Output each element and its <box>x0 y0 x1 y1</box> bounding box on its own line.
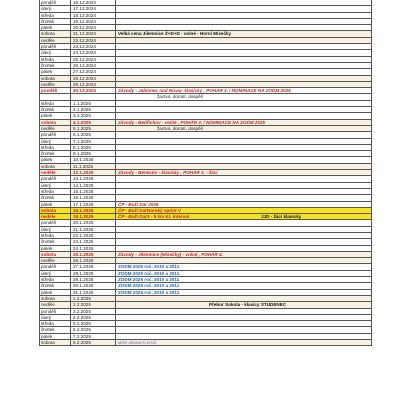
date-cell: 7.1.2025 <box>71 139 116 144</box>
event-cell <box>117 151 372 156</box>
event-cell: žactvo, dorost, dospělí <box>117 94 372 99</box>
date-cell: 3.1.2025 <box>71 113 116 118</box>
date-cell: 14.1.2025 <box>71 183 116 188</box>
date-cell: 4.1.2025 <box>71 120 116 125</box>
day-name-cell: sobota <box>39 252 71 257</box>
date-cell: 5.1.2025 <box>71 126 116 131</box>
date-cell: 3.2.2025 <box>71 309 116 314</box>
day-name-cell: středa <box>39 321 71 326</box>
date-cell: 28.1.2025 <box>71 271 116 276</box>
day-name-cell: neděle <box>39 38 71 43</box>
date-cell: 6.2.2025 <box>71 327 116 332</box>
date-cell: 24.12.2024 <box>71 50 116 55</box>
day-name-cell <box>39 94 71 99</box>
event-cell <box>117 25 372 30</box>
event-cell <box>117 258 372 263</box>
date-cell: 18.12.2024 <box>71 13 116 18</box>
day-name-cell: neděle <box>39 170 71 175</box>
date-cell: 30.12.2024 <box>71 88 116 93</box>
event-cell <box>117 189 372 194</box>
date-cell: 24.1.2025 <box>71 246 116 251</box>
event-cell <box>117 132 372 137</box>
day-name-cell: středa <box>39 13 71 18</box>
date-cell: 27.12.2024 <box>71 69 116 74</box>
event-cell: ZODM 2025 roč. 2010 a 2011 <box>117 264 372 269</box>
event-cell: žactvo, dorost, dospělí <box>117 126 372 131</box>
date-cell: 22.1.2025 <box>71 233 116 238</box>
date-cell: 30.1.2025 <box>71 283 116 288</box>
date-cell: 29.1.2025 <box>71 277 116 282</box>
event-cell: ZODM 2025 roč. 2010 a 2011 <box>117 277 372 282</box>
date-cell: 6.1.2025 <box>71 132 116 137</box>
event-cell: ZODM 2025 roč. 2010 a 2011 <box>117 290 372 295</box>
event-cell <box>117 239 372 244</box>
day-name-cell: sobota <box>39 120 71 125</box>
event-note: Přebor Sokola - klasicy STUDENEC <box>209 302 287 308</box>
event-cell <box>117 69 372 74</box>
event-cell: Závody - Jablonec nad Nisou- klasicky , POHÁR 1. / NOMINACE NA ZODM 2025 <box>117 88 372 93</box>
event-cell <box>117 76 372 81</box>
date-cell: 19.1.2025 <box>71 214 116 219</box>
day-name-cell: středa <box>39 145 71 150</box>
event-cell <box>117 227 372 232</box>
event-cell <box>117 57 372 62</box>
event-cell <box>117 334 372 339</box>
event-cell <box>117 107 372 112</box>
event-cell <box>117 19 372 24</box>
day-name-cell: středa <box>39 189 71 194</box>
date-cell: 23.12.2024 <box>71 44 116 49</box>
event-cell <box>117 246 372 251</box>
event-cell <box>117 220 372 225</box>
date-cell: 2.2.2025 <box>71 302 116 307</box>
day-name-cell: pátek <box>39 334 71 339</box>
date-cell: 12.1.2025 <box>71 170 116 175</box>
day-name-cell: čtvrtek <box>39 195 71 200</box>
day-name-cell: pondělí <box>39 0 71 5</box>
day-name-cell: čtvrtek <box>39 63 71 68</box>
day-name-cell: pátek <box>39 290 71 295</box>
event-cell <box>117 164 372 169</box>
day-name-cell: úterý <box>39 271 71 276</box>
day-name-cell: sobota <box>39 76 71 81</box>
day-name-cell: úterý <box>39 183 71 188</box>
day-name-cell: pondělí <box>39 309 71 314</box>
day-name-cell: čtvrtek <box>39 327 71 332</box>
calendar-sheet <box>39 0 372 346</box>
event-cell <box>117 321 372 326</box>
event-cell <box>117 195 372 200</box>
event-cell <box>117 327 372 332</box>
day-name-cell: sobota <box>39 164 71 169</box>
day-name-cell: neděle <box>39 82 71 87</box>
date-cell: 22.12.2024 <box>71 38 116 43</box>
date-cell: 26.12.2024 <box>71 63 116 68</box>
day-name-cell: sobota <box>39 208 71 213</box>
event-cell <box>117 82 372 87</box>
day-name-cell: neděle <box>39 302 71 307</box>
day-name-cell: úterý <box>39 227 71 232</box>
event-cell: ZODM 2025 roč. 2010 a 2011 <box>117 271 372 276</box>
event-cell <box>117 0 372 5</box>
day-name-cell: pátek <box>39 25 71 30</box>
day-name-cell: čtvrtek <box>39 19 71 24</box>
day-name-cell: úterý <box>39 6 71 11</box>
date-cell: 7.2.2025 <box>71 334 116 339</box>
event-cell: Závody - Jilemnice (Mísečky) - volné , POHÁR 4. <box>117 252 372 257</box>
day-name-cell: neděle <box>39 126 71 131</box>
date-cell: 17.1.2025 <box>71 202 116 207</box>
day-name-cell: sobota <box>39 31 71 36</box>
date-cell: 20.1.2025 <box>71 220 116 225</box>
date-cell: 5.2.2025 <box>71 321 116 326</box>
event-cell <box>117 63 372 68</box>
event-cell <box>117 157 372 162</box>
date-cell: 21.12.2024 <box>71 31 116 36</box>
date-cell: 8.2.2025 <box>71 340 116 345</box>
day-name-cell: pátek <box>39 246 71 251</box>
event-cell <box>117 13 372 18</box>
date-cell: 16.12.2024 <box>71 0 116 5</box>
date-cell: 25.12.2024 <box>71 57 116 62</box>
day-name-cell: sobota <box>39 296 71 301</box>
date-cell: 17.12.2024 <box>71 6 116 11</box>
day-name-cell: pondělí <box>39 220 71 225</box>
day-name-cell: pondělí <box>39 44 71 49</box>
event-cell: Závody - Benecko - klasicky , POHÁR 3. - žáci <box>117 170 372 175</box>
day-name-cell: pondělí <box>39 264 71 269</box>
event-cell: Závody - Bedřichov - volné , POHÁR 2. / NOMINACE NA ZODM 2025 <box>117 120 372 125</box>
date-cell: 21.1.2025 <box>71 227 116 232</box>
event-cell <box>117 315 372 320</box>
day-name-cell: středa <box>39 233 71 238</box>
date-cell: 8.1.2025 <box>71 145 116 150</box>
date-cell: 10.1.2025 <box>71 157 116 162</box>
date-cell: 26.1.2025 <box>71 258 116 263</box>
event-cell <box>117 38 372 43</box>
day-name-cell: neděle <box>39 214 71 219</box>
day-name-cell: čtvrtek <box>39 107 71 112</box>
date-cell: 1.1.2025 <box>71 101 116 106</box>
date-cell: 18.1.2025 <box>71 208 116 213</box>
date-cell: 31.1.2025 <box>71 290 116 295</box>
day-name-cell: čtvrtek <box>39 239 71 244</box>
event-cell: ČP - Boží Dar <box>117 214 372 219</box>
date-cell: 2.1.2025 <box>71 107 116 112</box>
event-cell: MČR JEDNOTLIVCŮ <box>117 340 372 345</box>
event-cell <box>117 44 372 49</box>
day-name-cell: pondělí <box>39 132 71 137</box>
event-cell: ČP - Boží Dar 2025 <box>117 202 372 207</box>
day-name-cell: pondělí <box>39 176 71 181</box>
day-name-cell: pátek <box>39 202 71 207</box>
event-note: Norský sprint V <box>147 207 181 213</box>
day-name-cell: pátek <box>39 157 71 162</box>
date-cell: 29.12.2024 <box>71 82 116 87</box>
day-name-cell: úterý <box>39 315 71 320</box>
date-cell: 13.1.2025 <box>71 176 116 181</box>
date-cell: 27.1.2025 <box>71 264 116 269</box>
event-cell <box>117 176 372 181</box>
event-cell <box>117 6 372 11</box>
date-cell: 1.2.2025 <box>71 296 116 301</box>
date-cell: 9.1.2025 <box>71 151 116 156</box>
day-name-cell: pátek <box>39 113 71 118</box>
event-cell <box>117 139 372 144</box>
day-name-cell: neděle <box>39 258 71 263</box>
day-name-cell: úterý <box>39 139 71 144</box>
event-cell <box>117 101 372 106</box>
event-cell: ČP - Boží Dar <box>117 208 372 213</box>
event-cell <box>117 296 372 301</box>
date-cell <box>71 94 116 99</box>
date-cell: 20.12.2024 <box>71 25 116 30</box>
day-name-cell: čtvrtek <box>39 151 71 156</box>
event-cell: Velká cena Jilemnice Ž+D+D - volné - Horní Mísečky <box>117 31 372 36</box>
event-cell <box>117 309 372 314</box>
event-cell <box>117 50 372 55</box>
date-cell: 28.12.2024 <box>71 76 116 81</box>
day-name-cell: středa <box>39 277 71 282</box>
event-note-secondary: JJD - žáci klasicky <box>261 214 302 220</box>
date-cell: 23.1.2025 <box>71 239 116 244</box>
date-cell: 11.1.2025 <box>71 164 116 169</box>
day-name-cell: středa <box>39 101 71 106</box>
event-cell <box>117 183 372 188</box>
day-name-cell: středa <box>39 57 71 62</box>
date-cell: 25.1.2025 <box>71 252 116 257</box>
day-name-cell: sobota <box>39 340 71 345</box>
day-name-cell: čtvrtek <box>39 283 71 288</box>
event-note: 3 - 5 km KL interval <box>147 214 190 220</box>
event-cell <box>117 113 372 118</box>
day-name-cell: pátek <box>39 69 71 74</box>
event-cell: ZODM 2025 roč. 2010 a 2011 <box>117 283 372 288</box>
event-cell <box>117 233 372 238</box>
day-name-cell: úterý <box>39 50 71 55</box>
date-cell: 4.2.2025 <box>71 315 116 320</box>
date-cell: 16.1.2025 <box>71 195 116 200</box>
calendar-row <box>39 340 372 346</box>
date-cell: 15.1.2025 <box>71 189 116 194</box>
date-cell: 19.12.2024 <box>71 19 116 24</box>
day-name-cell: pondělí <box>39 88 71 93</box>
event-cell <box>117 145 372 150</box>
